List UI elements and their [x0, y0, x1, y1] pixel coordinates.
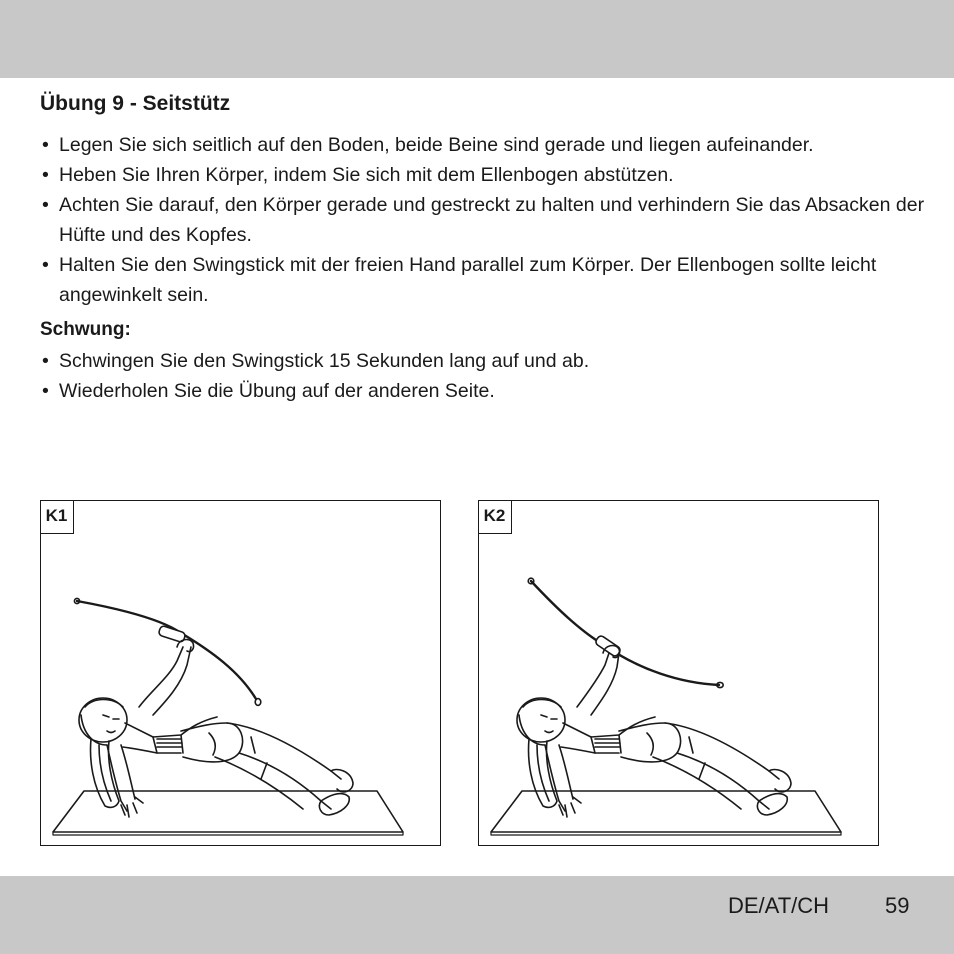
figure-label: K2 [478, 500, 512, 534]
swing-item: • Wiederholen Sie die Übung auf der anderen Seite. [40, 376, 589, 406]
figure-label: K1 [40, 500, 74, 534]
side-plank-illustration [41, 501, 442, 847]
instruction-item: • Heben Sie Ihren Körper, indem Sie sich mit dem Ellenbogen abstützen. [40, 160, 954, 190]
side-plank-illustration [479, 501, 880, 847]
top-band [0, 0, 954, 78]
instruction-list [40, 130, 954, 310]
instruction-item: • Legen Sie sich seitlich auf den Boden, beide Beine sind gerade und liegen aufeinander. [40, 130, 954, 160]
swing-item: • Schwingen Sie den Swingstick 15 Sekunden lang auf und ab. [40, 346, 589, 376]
figure-k1 [40, 500, 441, 846]
footer-region: DE/AT/CH [728, 893, 830, 918]
page-number: 59 [885, 893, 910, 918]
instruction-item: • Achten Sie darauf, den Körper gerade und gestreckt zu halten und verhindern Sie das Absacken der Hüfte und des Kopfes. [40, 190, 954, 250]
instruction-item: • Halten Sie den Swingstick mit der freien Hand parallel zum Körper. Der Ellenbogen sollte leicht angewinkelt sein. [40, 250, 954, 310]
swing-list [40, 346, 589, 406]
exercise-title: Übung 9 - Seitstütz [40, 92, 231, 115]
figure-k2 [478, 500, 879, 846]
swing-title: Schwung: [40, 319, 131, 340]
